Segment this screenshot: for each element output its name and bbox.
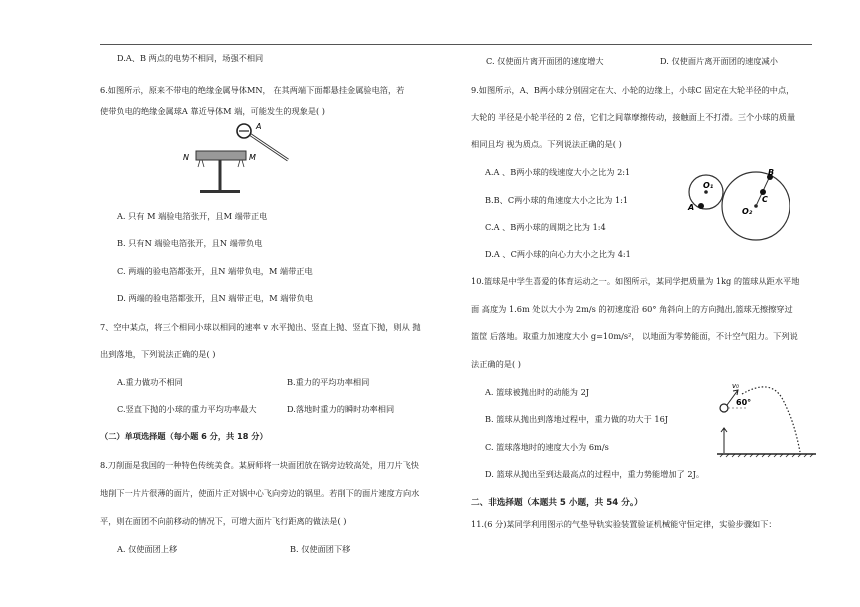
q7-option-d: D.落地时重力的瞬时功率相同 xyxy=(287,404,395,414)
q9-option-b: B.B、C两小球的角速度大小之比为 1:1 xyxy=(485,195,629,205)
q9-ball-a xyxy=(698,203,704,209)
q8-option-c: C. 仅使面片离开面团的速度增大 xyxy=(486,56,604,66)
header-rule xyxy=(100,44,812,45)
q6-stem-line1: 6.如图所示，原来不带电的绝缘金属导体MN， 在其两端下面都悬挂金属验电箔，若 xyxy=(100,85,405,95)
q9-option-c: C.A 、B两小球的周期之比为 1:4 xyxy=(485,222,606,232)
q5-option-d: D.A、B 两点的电势不相同，场强不相同 xyxy=(117,53,264,63)
q9-label-o2: O₂ xyxy=(742,207,753,216)
q7-option-b: B.重力的平均功率相同 xyxy=(287,377,370,387)
q8-stem-line3: 平，则在面团不向前移动的情况下，可增大面片飞行距离的做法是( ) xyxy=(100,516,347,526)
q6-option-d: D. 两端的验电箔都张开，且N 端带正电，M 端带负电 xyxy=(117,293,313,303)
section-single-choice-heading: （二）单项选择题（每小题 6 分，共 18 分） xyxy=(100,431,268,441)
q10-label-v0: v₀ xyxy=(732,382,739,390)
q10-option-a: A. 篮球被抛出时的动能为 2J xyxy=(485,387,590,397)
q6-stem-line2: 使带负电的绝缘金属球A 靠近导体M 端，可能发生的现象是( ) xyxy=(100,106,325,116)
part-two-heading: 二、非选择题（本题共 5 小题，共 54 分。） xyxy=(471,498,643,508)
q10-option-d: D. 篮球从抛出至到达最高点的过程中，重力势能增加了 2J。 xyxy=(485,469,705,479)
q10-stem-line3: 篮筐 后落地。取重力加速度大小 g=10m/s²， 以地面为零势能面，不计空气阻力。下列说 xyxy=(471,331,798,341)
q7-stem-line2: 出到落地，下列说法正确的是( ) xyxy=(100,349,216,359)
q9-stem-line3: 相同且均 视为质点。下列说法正确的是( ) xyxy=(471,139,622,149)
q9-label-c: C xyxy=(762,195,768,204)
q8-stem-line2: 地削下一片片很薄的面片，使面片正对锅中心飞向旁边的锅里。若削下的面片速度方向水 xyxy=(100,488,420,498)
q7-option-a: A.重力做功不相同 xyxy=(117,377,183,387)
q9-figure-wheels xyxy=(684,166,790,246)
q10-stem-line1: 10.篮球是中学生喜爱的体育运动之一。如图所示，某同学把质量为 1kg 的篮球从距水平地 xyxy=(471,276,800,286)
q6-figure-conductor xyxy=(180,120,300,196)
q8-option-b: B. 仅使面团下移 xyxy=(290,544,351,554)
q6-label-n: N xyxy=(183,153,189,162)
q9-label-a: A xyxy=(688,203,695,212)
q10-stem-line2: 面 高度为 1.6m 处以大小为 2m/s 的初速度沿 60° 角斜向上的方向抛出,篮球无擦擦穿过 xyxy=(471,304,793,314)
q9-stem-line2: 大轮的 半径是小轮半径的 2 倍，它们之间靠摩擦传动，接触面上不打滑。三个小球的质量 xyxy=(471,112,796,122)
q6-option-c: C. 两端的验电箔都张开，且N 端带负电，M 端带正电 xyxy=(117,266,313,276)
q11-stem: 11.(6 分)某同学利用图示的气垫导轨实验装置验证机械能守恒定律，实验步骤如下： xyxy=(471,519,777,529)
q10-label-angle: 60° xyxy=(736,398,752,407)
q8-option-a: A. 仅使面团上移 xyxy=(117,544,178,554)
q10-figure-basketball xyxy=(712,378,820,462)
q6-label-a: A xyxy=(256,122,262,131)
q9-label-o1: O₁ xyxy=(703,181,714,190)
q9-option-d: D.A 、C两小球的向心力大小之比为 4:1 xyxy=(485,249,631,259)
q10-option-b: B. 篮球从抛出到落地过程中，重力做的功大于 16J xyxy=(485,414,669,424)
q6-option-b: B. 只有N 端验电箔张开，且N 端带负电 xyxy=(117,238,263,248)
q7-option-c: C.竖直下抛的小球的重力平均功率最大 xyxy=(117,404,257,414)
q8-option-d: D. 仅使面片离开面团的速度减小 xyxy=(660,56,778,66)
q9-label-b: B xyxy=(768,168,775,177)
q9-stem-line1: 9.如图所示，A、B两小球分别固定在大、小轮的边缘上，小球C 固定在大轮半径的中点， xyxy=(471,85,795,95)
q7-stem-line1: 7、空中某点，将三个相同小球以相同的速率 v 水平抛出、竖直上抛、竖直下抛，则从 抛 xyxy=(100,322,421,332)
q9-option-a: A.A 、B两小球的线速度大小之比为 2:1 xyxy=(485,167,631,177)
q10-option-c: C. 篮球落地时的速度大小为 6m/s xyxy=(485,442,609,452)
q6-option-a: A. 只有 M 端验电箔张开，且M 端带正电 xyxy=(117,211,268,221)
q6-label-m: M xyxy=(249,153,256,162)
q8-stem-line1: 8.刀削面是我国的一种特色传统美食。某厨师将一块面团放在锅旁边较高处，用刀片飞快 xyxy=(100,460,419,470)
q10-stem-line4: 法正确的是( ) xyxy=(471,359,521,369)
